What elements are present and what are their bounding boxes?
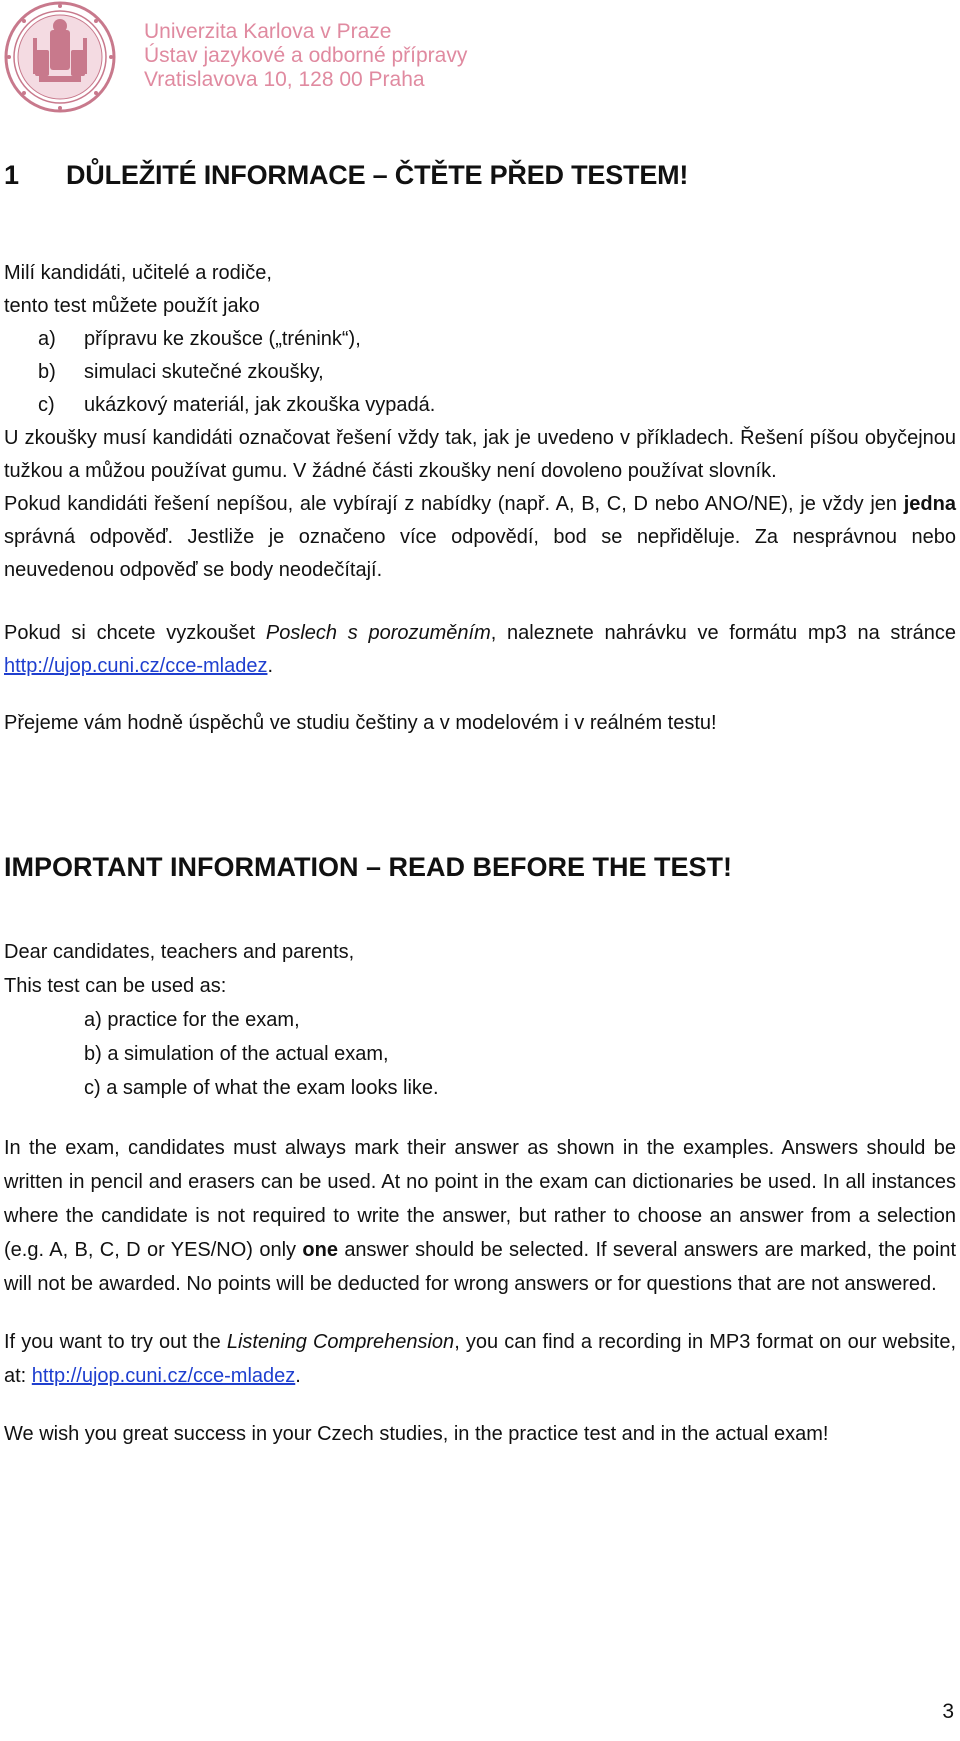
list-marker: a) <box>38 328 56 350</box>
greeting-en: Dear candidates, teachers and parents, <box>4 941 355 963</box>
wish-en: We wish you great success in your Czech studies, in the practice test and in the actual exam! <box>4 1423 829 1445</box>
italic-text: Poslech s porozuměním <box>265 622 491 644</box>
section-title-en: IMPORTANT INFORMATION – READ BEFORE THE TEST! <box>4 852 732 882</box>
intro-en: This test can be used as: <box>4 975 227 997</box>
list-item <box>4 389 956 422</box>
section-body-cz <box>4 257 956 740</box>
intro-cz: tento test můžete použít jako <box>4 295 260 317</box>
section-title-cz-text: DŮLEŽITÉ INFORMACE – ČTĚTE PŘED TESTEM! <box>66 160 689 190</box>
website-link-en[interactable]: http://ujop.cuni.cz/cce-mladez <box>31 1365 296 1387</box>
page-number: 3 <box>942 1700 954 1723</box>
institution-address <box>144 20 467 92</box>
university-seal-icon <box>3 0 117 114</box>
university-name: Univerzita Karlova v Praze <box>144 20 392 43</box>
list-marker: b) <box>38 361 56 383</box>
document-header <box>0 0 960 100</box>
paragraph-listening-en <box>4 1325 956 1393</box>
text-run: , you can find a recording in MP3 format on our website, at: <box>4 1331 956 1387</box>
text-run: . <box>267 655 274 677</box>
list-item: a) practice for the exam, <box>84 1009 300 1031</box>
paragraph-rules-en <box>4 1131 956 1301</box>
section-body-en <box>4 935 956 1451</box>
section-number: 1 <box>4 160 19 190</box>
italic-text: Listening Comprehension <box>226 1331 455 1353</box>
paragraph-answers-cz <box>4 488 956 587</box>
list-item <box>4 323 956 356</box>
text-run: správná odpověď. Jestliže je označeno více odpovědí, bod se nepřiděluje. Za nesprávnou nebo neuvedenou odpověď se body neodečítají. <box>4 526 956 581</box>
text-run: answer should be selected. If several answers are marked, the point will not be awarded. No points will be deducted for wrong answers or for questions that are not answered. <box>4 1239 957 1295</box>
list-item: b) a simulation of the actual exam, <box>84 1043 389 1065</box>
wish-cz: Přejeme vám hodně úspěchů ve studiu češtiny a v modelovém i v reálném testu! <box>4 712 717 734</box>
bold-text: jedna <box>903 493 956 515</box>
section-title-cz <box>4 160 688 191</box>
text-run: Pokud si chcete vyzkoušet <box>4 622 266 644</box>
list-marker: c) <box>38 394 55 416</box>
institute-name: Ústav jazykové a odborné přípravy <box>144 44 468 67</box>
bold-text: one <box>302 1239 338 1261</box>
text-run: If you want to try out the <box>4 1331 227 1353</box>
institute-address: Vratislavova 10, 128 00 Praha <box>144 68 425 91</box>
list-item-text: simulaci skutečné zkoušky, <box>84 361 324 383</box>
list-item: c) a sample of what the exam looks like. <box>84 1077 439 1099</box>
paragraph-rules-cz: U zkoušky musí kandidáti označovat řešení vždy tak, jak je uvedeno v příkladech. Řešení píšou obyčejnou tužkou a můžou používat gumu. V žádné části zkoušky není dovoleno používat slovník. <box>4 427 956 482</box>
text-run: In the exam, candidates must always mark their answer as shown in the examples. Answers should be written in pencil and erasers can be used. At no point in the exam can dictionaries be used. In all instances where the candidate is not required to write the answer, but rather to choose an answer from a selection (e.g. A, B, C, D or YES/NO) only <box>4 1137 956 1261</box>
paragraph-listening-cz <box>4 617 956 683</box>
website-link-cz[interactable]: http://ujop.cuni.cz/cce-mladez <box>4 655 268 677</box>
list-item <box>4 356 956 389</box>
text-run: , naleznete nahrávku ve formátu mp3 na stránce <box>490 622 956 644</box>
greeting-cz: Milí kandidáti, učitelé a rodiče, <box>4 262 272 284</box>
list-item-text: přípravu ke zkoušce („trénink“), <box>84 328 361 350</box>
text-run: . <box>295 1365 301 1387</box>
text-run: Pokud kandidáti řešení nepíšou, ale vybírají z nabídky (např. A, B, C, D nebo ANO/NE), je vždy jen <box>4 493 904 515</box>
list-item-text: ukázkový materiál, jak zkouška vypadá. <box>84 394 436 416</box>
